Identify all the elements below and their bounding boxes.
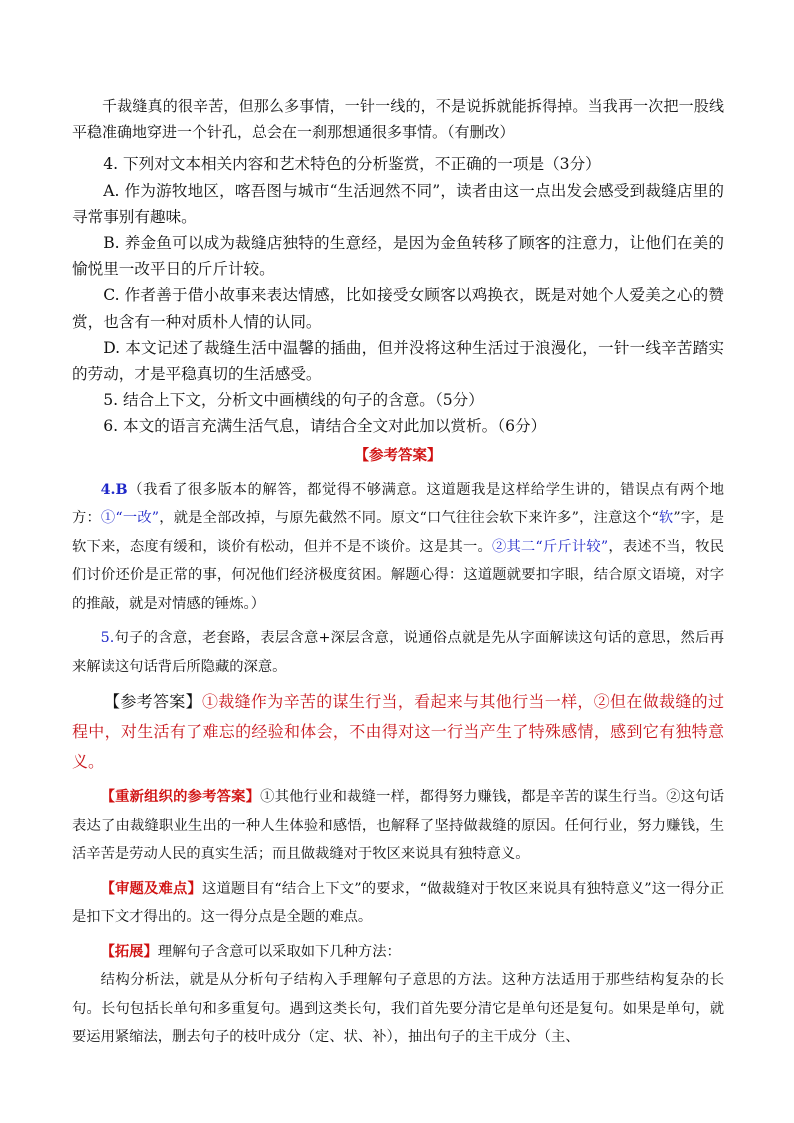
question-4-stem: 4. 下列对文本相关内容和艺术特色的分析鉴赏，不正确的一项是（3分） xyxy=(103,155,601,174)
extension-text: 理解句子含意可以采取如下几种方法： xyxy=(157,943,401,960)
reorganized-answer-label: 【重新组织的参考答案】 xyxy=(100,789,261,806)
question-5: 5. 结合上下文，分析文中画横线的句子的含意。（5分） xyxy=(103,391,484,410)
answer-4-point-1: ①“一改” xyxy=(100,510,160,527)
answer-4-soft-char: 软 xyxy=(658,510,674,527)
reorganized-answer xyxy=(72,783,724,869)
answer-4-text-2: ，就是全部改掉，与原先截然不同。原文“口气往往会软下来许多”，注意这个“ xyxy=(159,510,659,527)
answer-4-text-3: ”字，是软下来，态度有缓和，谈价有松动，但并不是不谈价。这是其一。 xyxy=(72,510,725,555)
answer-4-text-1: （我看了很多版本的解答，都觉得不够满意。这道题我是这样给学生讲的，错误点有两个地方： xyxy=(72,481,724,527)
answer-section-title: 【参考答案】 xyxy=(354,446,442,464)
reference-answer xyxy=(72,687,724,777)
question-4-option-a: A. 作为游牧地区，喀吾图与城市“生活迥然不同”，读者由这一点出发会感受到裁缝店里的寻常事别有趣味。 xyxy=(72,181,724,226)
question-4-option-d: D. 本文记述了裁缝生活中温馨的插曲，但并没将这种生活过于浪漫化，一针一线辛苦踏实的劳动，才是平稳真切的生活感受。 xyxy=(72,338,724,384)
answer-5-text: 句子的含意，老套路，表层含意+深层含意，说通俗点就是先从字面解读这句话的意思，然后再来解读这句话背后所隐藏的深意。 xyxy=(72,630,724,675)
answer-4-label: 4.B xyxy=(100,481,128,498)
answer-5 xyxy=(72,624,724,681)
structure-analysis-method: 结构分析法，就是从分析句子结构入手理解句子意思的方法。这种方法适用于那些结构复杂的长句。长句包括长单句和多重复句。遇到这类长句，我们首先要分清它是单句还是复句。如果是单句，就要运用紧缩法，删去句子的枝叶成分（定、状、补），抽出句子的主干成分（主、 xyxy=(72,972,724,1046)
extension-note xyxy=(72,938,724,967)
reference-answer-text: ①裁缝作为辛苦的谋生行当，看起来与其他行当一样，②但在做裁缝的过程中，对生活有了难忘的经验和体会，不由得对这一行当产生了特殊感情，感到它有独特意义。 xyxy=(72,692,724,772)
reorganized-answer-text: ①其他行业和裁缝一样，都得努力赚钱，都是辛苦的谋生行当。②这句话表达了由裁缝职业生出的一种人生体验和感悟，也解释了坚持做裁缝的原因。任何行业，努力赚钱，生活辛苦是劳动人民的真实生活；而且做裁缝对于牧区来说具有独特意义。 xyxy=(72,789,724,863)
question-6: 6. 本文的语言充满生活气息，请结合全文对此加以赏析。（6分） xyxy=(103,417,547,436)
difficulty-text: 这道题目有“结合上下文”的要求，“做裁缝对于牧区来说具有独特意义”这一得分正是扣下文才得出的。这一得分点是全题的难点。 xyxy=(72,880,725,926)
reference-answer-label: 【参考答案】 xyxy=(104,692,202,712)
difficulty-label: 【审题及难点】 xyxy=(100,880,202,897)
extension-label: 【拓展】 xyxy=(100,943,158,960)
question-4-option-c: C. 作者善于借小故事来表达情感，比如接受女顾客以鸡换衣，既是对她个人爱美之心的赞赏，也含有一种对质朴人情的认同。 xyxy=(72,286,724,331)
difficulty-note xyxy=(72,875,724,932)
passage-end: 千裁缝真的很辛苦，但那么多事情，一针一线的，不是说拆就能拆得掉。当我再一次把一股线平稳准确地穿进一个针孔，总会在一刹那想通很多事情。（有删改） xyxy=(72,97,724,142)
answer-4-text-4: ，表述不当，牧民们讨价还价是正常的事，何况他们经济极度贫困。解题心得：这道题就要扣字眼，结合原文语境，对字的推敲，就是对情感的锤炼。） xyxy=(72,538,725,612)
answer-4-point-2: ②其二“斤斤计较” xyxy=(491,538,609,555)
question-4-option-b: B. 养金鱼可以成为裁缝店独特的生意经，是因为金鱼转移了顾客的注意力，让他们在美的愉悦里一改平日的斤斤计较。 xyxy=(72,234,724,279)
document-page xyxy=(72,93,724,1052)
answer-5-label: 5. xyxy=(100,630,115,647)
answer-4 xyxy=(72,476,724,619)
